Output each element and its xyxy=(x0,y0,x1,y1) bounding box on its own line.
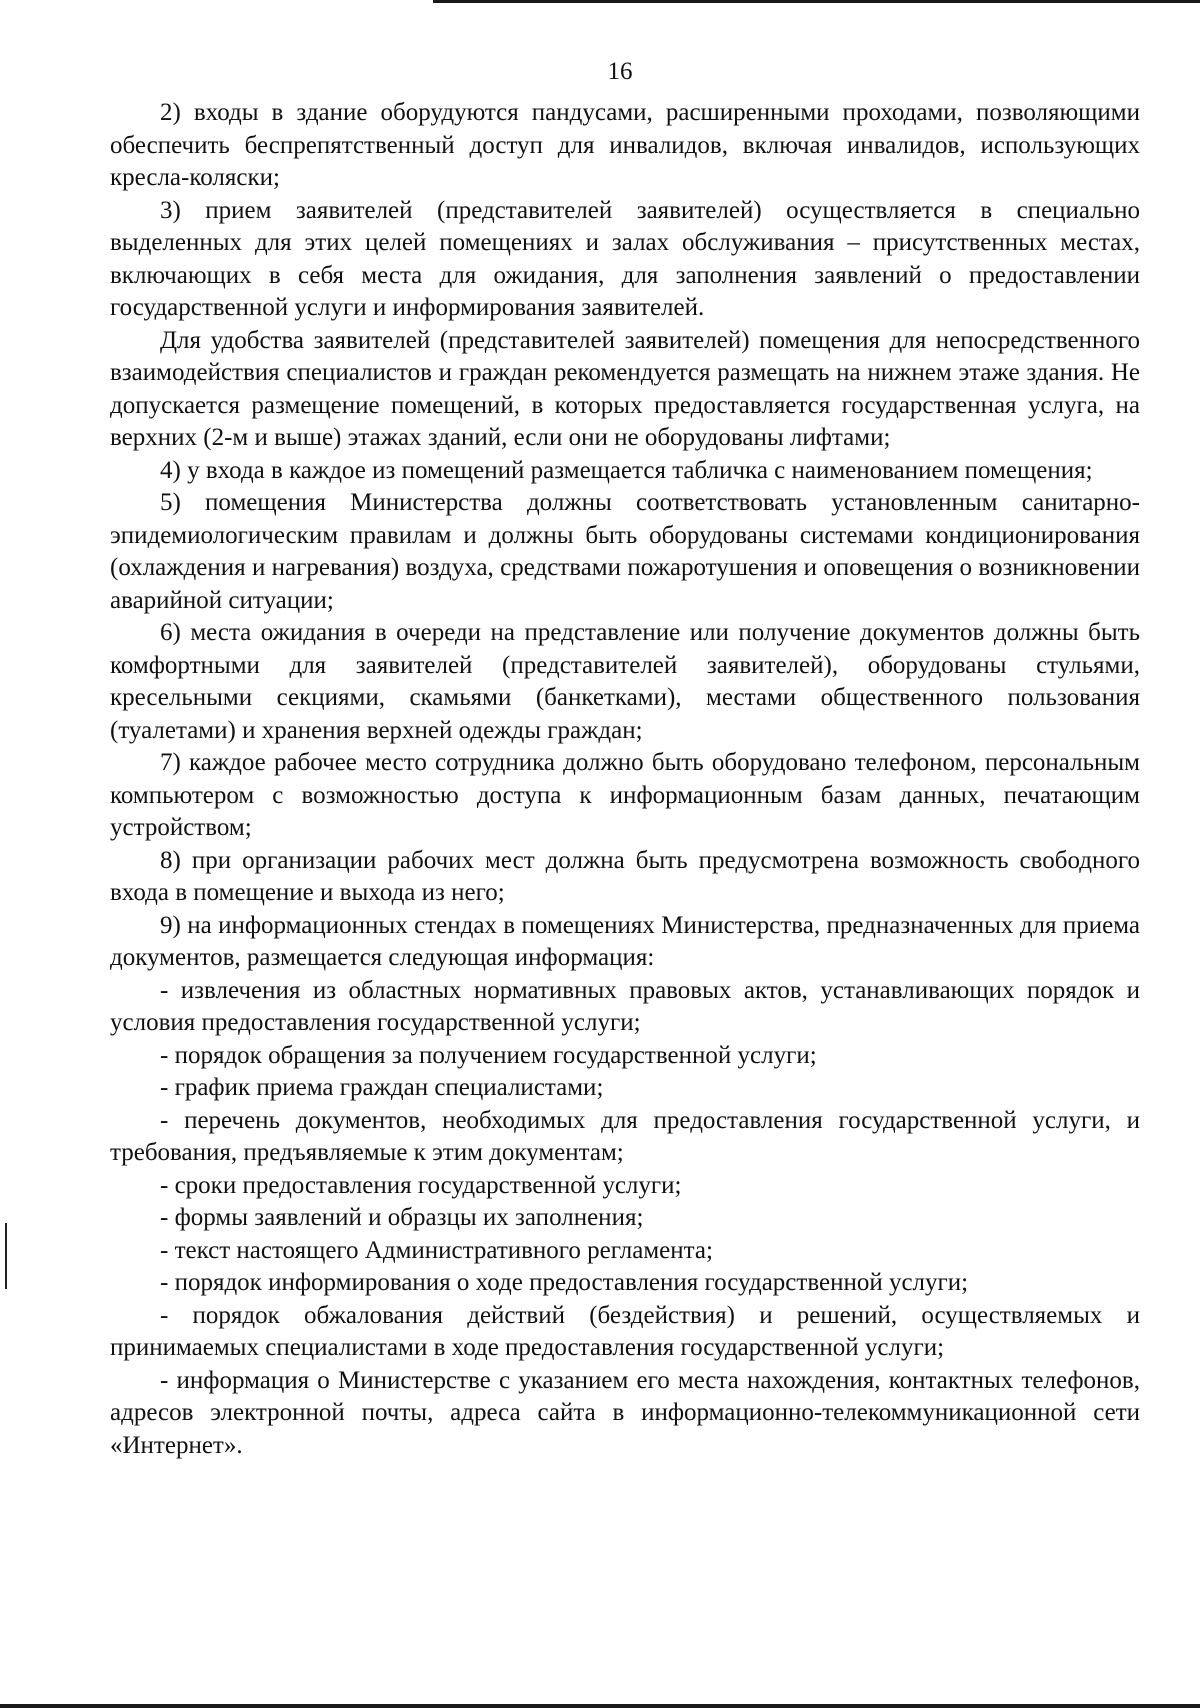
scan-margin-mark xyxy=(5,1223,7,1289)
list-item-documents-list: - перечень документов, необходимых для предоставления государственной услуги, и требования, предъявляемые к этим документам; xyxy=(110,1106,1140,1166)
list-item-ministry-contacts: - информация о Министерстве с указанием его места нахождения, контактных телефонов, адресов электронной почты, адреса сайта в информационно-телекоммуникационной сети «Интернет». xyxy=(110,1366,1140,1459)
paragraph-4-signage: 4) у входа в каждое из помещений размещается табличка с наименованием помещения; xyxy=(160,456,1093,484)
list-item-schedule: - график приема граждан специалистами; xyxy=(160,1074,604,1101)
list-item-extracts: - извлечения из областных нормативных правовых актов, устанавливающих порядок и условия предоставления государственной услуги; xyxy=(110,976,1140,1036)
document-body xyxy=(110,97,1140,1462)
list-item-appeal-procedure: - порядок обжалования действий (бездействия) и решений, осуществляемых и принимаемых специалистами в ходе предоставления государственной услуги; xyxy=(110,1301,1140,1361)
scan-border-top xyxy=(433,0,1200,3)
list-item-deadlines: - сроки предоставления государственной услуги; xyxy=(160,1171,682,1199)
paragraph-5-sanitary: 5) помещения Министерства должны соответствовать установленным санитарно-эпидемиологическим правилам и должны быть оборудованы системами кондиционирования (охлаждения и нагревания) воздуха, средствами пожаротушения и оповещения о возникновении аварийной ситуации; xyxy=(110,489,1140,614)
paragraph-6-waiting-areas: 6) места ожидания в очереди на представление или получение документов должны быть комфортными для заявителей (представителей заявителей), оборудованы стульями, кресельными секциями, скамьями (банкетками), местами общественного пользования (туалетами) и хранения верхней одежды граждан; xyxy=(110,619,1140,744)
list-item-regulation-text: - текст настоящего Административного регламента; xyxy=(160,1236,713,1264)
page-number: 16 xyxy=(607,58,633,85)
paragraph-9-info-stands: 9) на информационных стендах в помещениях Министерства, предназначенных для приема документов, размещается следующая информация: xyxy=(110,911,1140,971)
paragraph-7-workplace: 7) каждое рабочее место сотрудника должно быть оборудовано телефоном, персональным компьютером с возможностью доступа к информационным базам данных, печатающим устройством; xyxy=(110,749,1140,841)
paragraph-convenience: Для удобства заявителей (представителей заявителей) помещения для непосредственного взаимодействия специалистов и граждан рекомендуется размещать на нижнем этаже здания. Не допускается размещение помещений, в которых предоставляется государственная услуга, на верхних (2-м и выше) этажах зданий, если они не оборудованы лифтами; xyxy=(110,326,1140,451)
list-item-application-procedure: - порядок обращения за получением государственной услуги; xyxy=(160,1041,817,1069)
paragraph-8-access: 8) при организации рабочих мест должна быть предусмотрена возможность свободного входа в помещение и выхода из него; xyxy=(110,846,1140,906)
scan-border-bottom xyxy=(0,1704,1200,1708)
list-item-forms: - формы заявлений и образцы их заполнения; xyxy=(160,1204,644,1231)
list-item-progress-info: - порядок информирования о ходе предоставления государственной услуги; xyxy=(160,1269,969,1296)
paragraph-3-reception: 3) прием заявителей (представителей заявителей) осуществляется в специально выделенных для этих целей помещениях и залах обслуживания – присутственных местах, включающих в себя места для ожидания, для заполнения заявлений о предоставлении государственной услуги и информирования заявителей. xyxy=(110,196,1140,321)
paragraph-2-entrances: 2) входы в здание оборудуются пандусами, расширенными проходами, позволяющими обеспечить беспрепятственный доступ для инвалидов, включая инвалидов, использующих кресла-коляски; xyxy=(110,99,1140,191)
